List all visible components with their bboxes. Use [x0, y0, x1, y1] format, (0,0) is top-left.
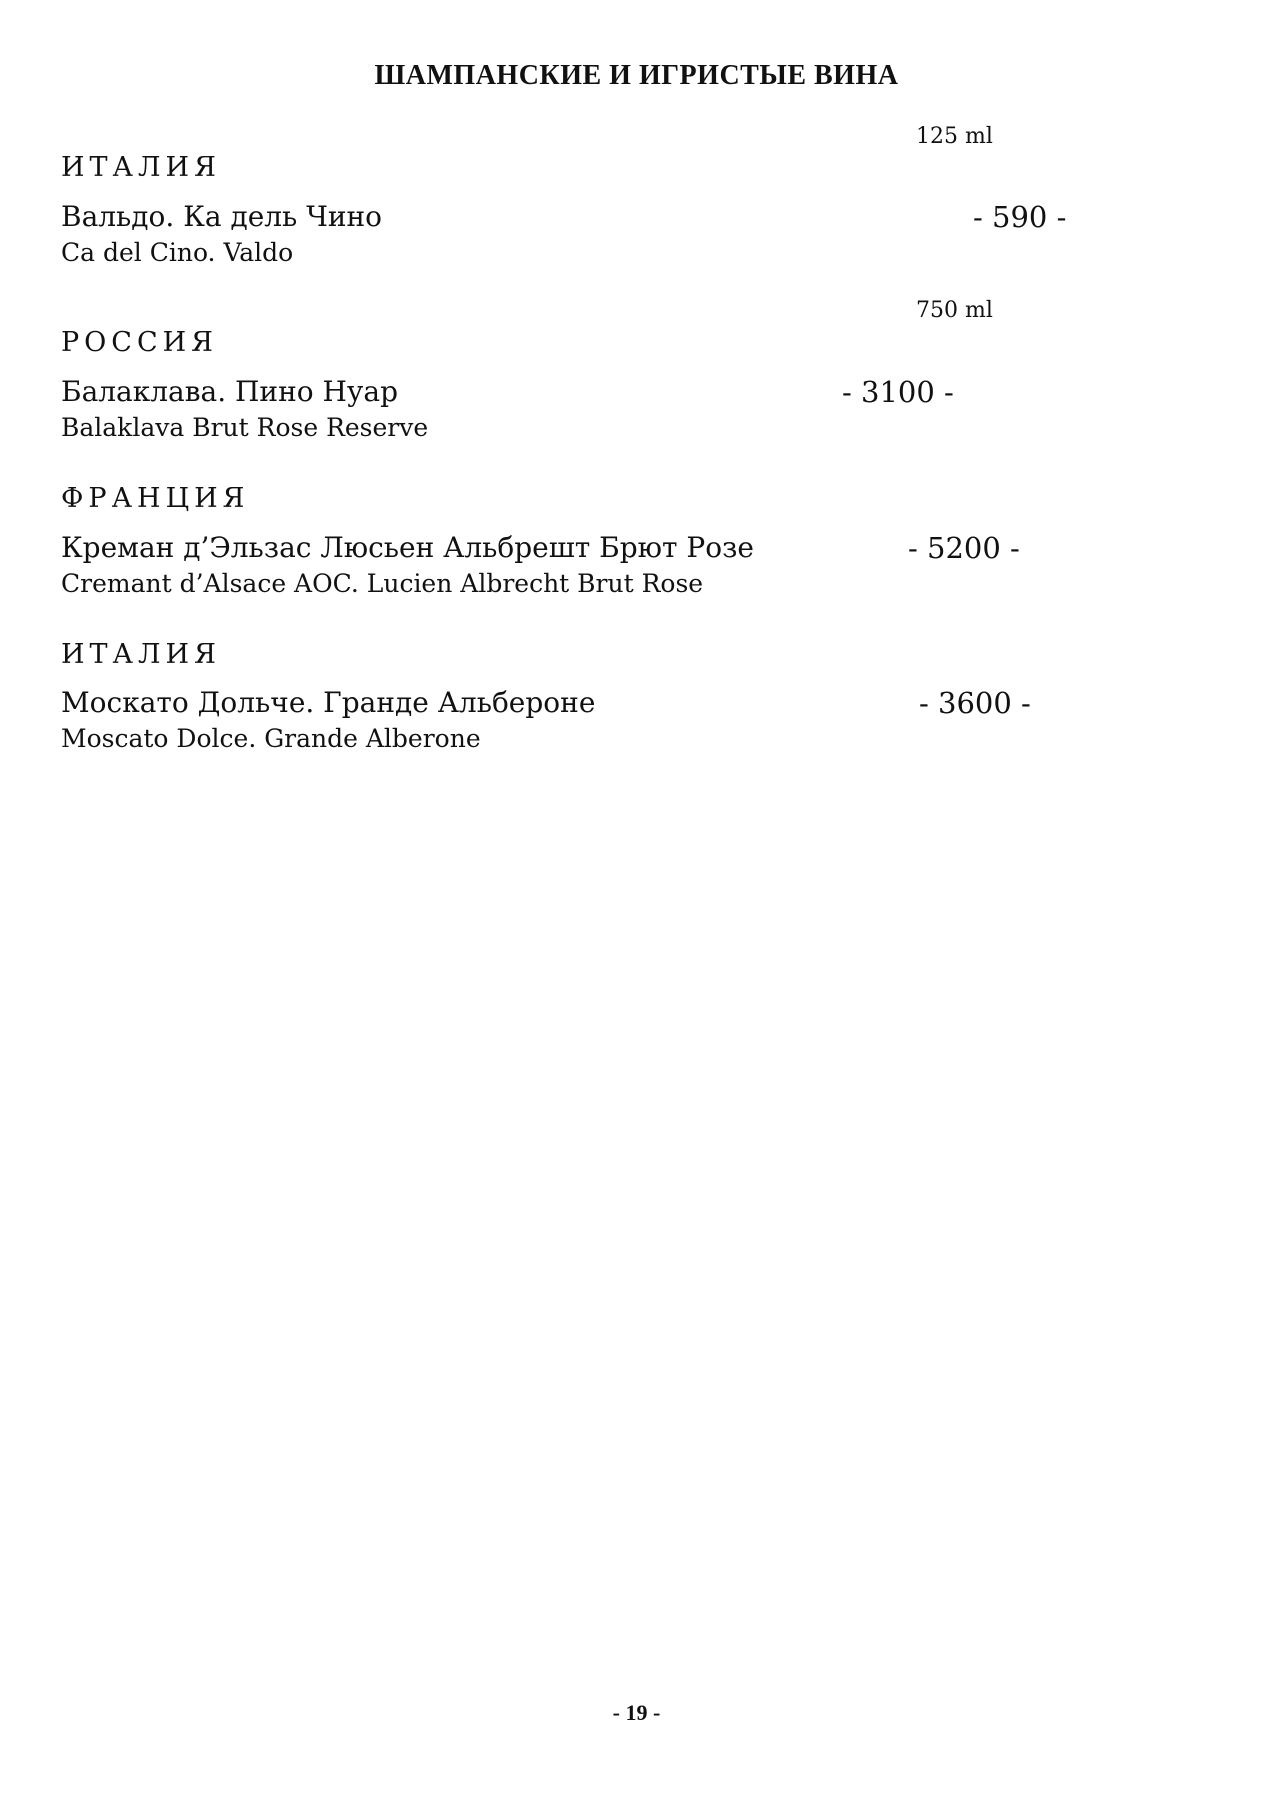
wine-name-ru: Креман д’Эльзас Люсьен Альбрешт Брют Розе [61, 531, 754, 564]
wine-price: - 3100 - [842, 375, 954, 409]
wine-name-en: Ca del Cino. Valdo [61, 238, 294, 267]
wine-name-ru: Вальдо. Ка дель Чино [61, 200, 383, 233]
wine-price: - 5200 - [908, 531, 1020, 565]
wine-name-en: Moscato Dolce. Grande Alberone [61, 724, 481, 753]
country-heading: РОССИЯ [61, 327, 218, 358]
volume-label: 750 ml [916, 298, 993, 323]
wine-name-en: Cremant d’Alsace AOC. Lucien Albrecht Brut Rose [61, 569, 704, 598]
country-heading: ФРАНЦИЯ [61, 483, 250, 514]
wine-name-en: Balaklava Brut Rose Reserve [61, 413, 429, 442]
wine-price: - 3600 - [919, 686, 1031, 720]
wine-price: - 590 - [973, 200, 1067, 234]
wine-name-ru: Москато Дольче. Гранде Альбероне [61, 686, 596, 719]
page-title: ШАМПАНСКИЕ И ИГРИСТЫЕ ВИНА [374, 60, 899, 91]
volume-label: 125 ml [916, 124, 993, 149]
country-heading: ИТАЛИЯ [61, 152, 221, 183]
page-number: - 19 - [612, 1700, 661, 1725]
wine-name-ru: Балаклава. Пино Нуар [61, 375, 398, 408]
country-heading: ИТАЛИЯ [61, 639, 221, 670]
